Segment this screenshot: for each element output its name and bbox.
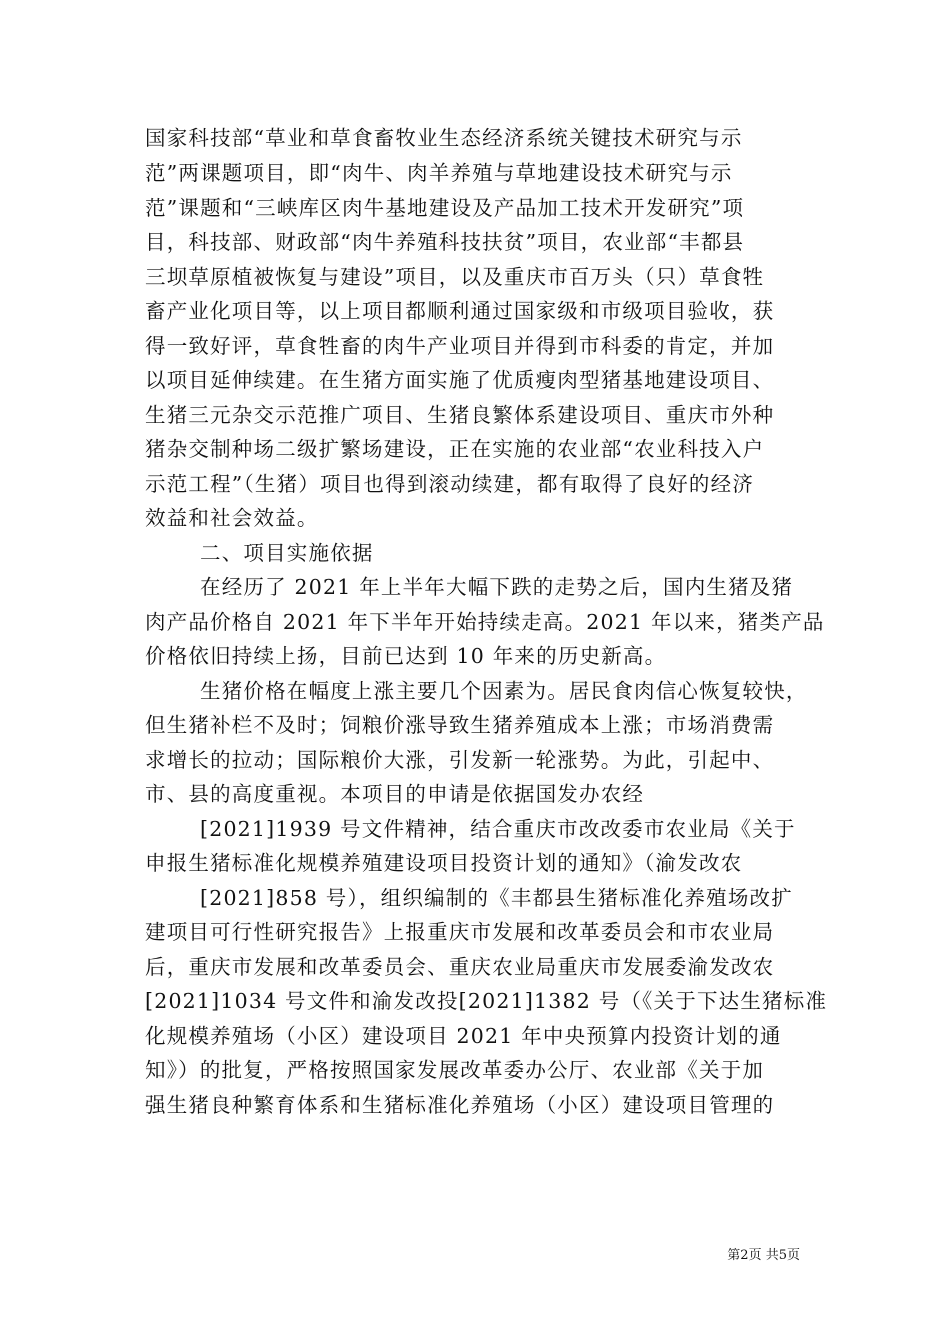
text-line: 建项目可行性研究报告》上报重庆市发展和改革委员会和市农业局 [145,920,775,944]
text-line: 生猪价格在幅度上涨主要几个因素为。居民食肉信心恢复较快， [200,679,808,703]
footer-middle: 页 共 [748,1248,779,1263]
text-line: 范”两课题项目，即“肉牛、肉羊养殖与草地建设技术研究与示 [145,161,733,185]
page-footer [727,1248,800,1264]
text-line: 在经历了 2021 年上半年大幅下跌的走势之后，国内生猪及猪 [200,575,794,599]
footer-prefix: 第 [727,1248,741,1263]
footer-current-page: 2 [740,1248,749,1263]
text-line: 化规模养殖场（小区）建设项目 2021 年中央预算内投资计划的通 [145,1024,782,1048]
text-line: 肉产品价格自 2021 年下半年开始持续走高。2021 年以来，猪类产品 [145,610,825,634]
text-line: [2021]1034 号文件和渝发改投[2021]1382 号（《关于下达生猪标准 [145,989,828,1013]
text-line: 效益和社会效益。 [145,506,319,530]
text-line: 求增长的拉动；国际粮价大涨，引发新一轮涨势。为此，引起中、 [145,748,775,772]
text-line: 强生猪良种繁育体系和生猪标准化养殖场（小区）建设项目管理的 [145,1093,775,1117]
text-line: [2021]858 号），组织编制的《丰都县生猪标准化养殖场改扩 [200,886,793,910]
text-line: 范”课题和“三峡库区肉牛基地建设及产品加工技术开发研究”项 [145,196,745,220]
text-line: 但生猪补栏不及时；饲粮价涨导致生猪养殖成本上涨；市场消费需 [145,713,775,737]
text-line: 示范工程”（生猪）项目也得到滚动续建，都有取得了良好的经济 [145,472,755,496]
section-heading: 二、项目实施依据 [200,541,374,565]
text-line: 价格依旧持续上扬，目前已达到 10 年来的历史新高。 [145,644,667,668]
footer-suffix: 页 [786,1248,800,1263]
text-line: 猪杂交制种场二级扩繁场建设，正在实施的农业部“农业科技入户 [145,437,765,461]
text-line: 目，科技部、财政部“肉牛养殖科技扶贫”项目，农业部“丰都县 [145,230,745,254]
footer-total-pages: 5 [778,1248,787,1263]
text-line: 后，重庆市发展和改革委员会、重庆农业局重庆市发展委渝发改农 [145,955,775,979]
text-line: [2021]1939 号文件精神，结合重庆市改改委市农业局《关于 [200,817,796,841]
text-line: 国家科技部“草业和草食畜牧业生态经济系统关键技术研究与示 [145,126,743,150]
text-line: 得一致好评，草食牲畜的肉牛产业项目并得到市科委的肯定，并加 [145,334,775,358]
text-line: 市、县的高度重视。本项目的申请是依据国发办农经 [145,782,645,806]
text-line: 以项目延伸续建。在生猪方面实施了优质瘦肉型猪基地建设项目、 [145,368,775,392]
text-line: 生猪三元杂交示范推广项目、生猪良繁体系建设项目、重庆市外种 [145,403,775,427]
text-line: 知》）的批复，严格按照国家发展改革委办公厅、农业部《关于加 [145,1058,765,1082]
text-line: 三坝草原植被恢复与建设”项目，以及重庆市百万头（只）草食牲 [145,265,765,289]
text-line: 畜产业化项目等，以上项目都顺利通过国家级和市级项目验收，获 [145,299,775,323]
text-line: 申报生猪标准化规模养殖建设项目投资计划的通知》（渝发改农 [145,851,743,875]
